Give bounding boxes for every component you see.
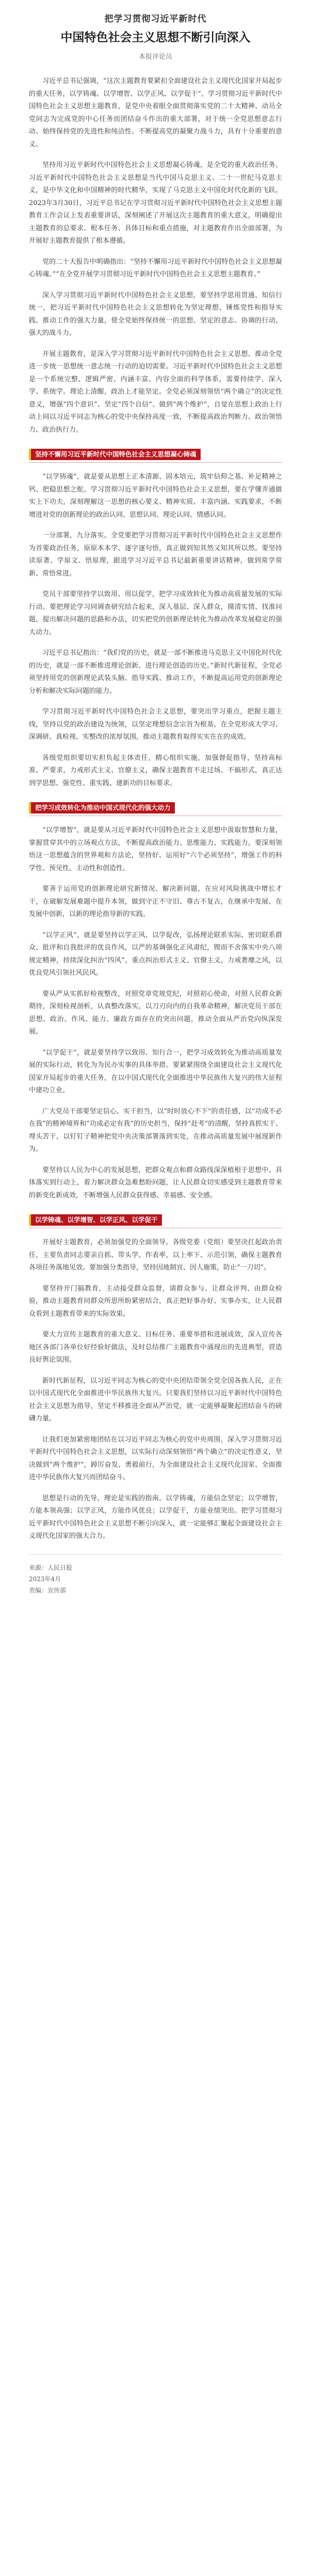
article-header — [29, 11, 282, 61]
paragraph: 党员干部要坚持学以致用、用以促学，把学习成效转化为推动高质量发展的实际行动。要把理论学习同调查研究结合起来，深入基层、深入群众，摸清实情、找准问题，提出解决问题的思路和办法，切实把党的创新理论转化为推动改革发展稳定的强大动力。 — [29, 590, 282, 636]
article-section — [29, 75, 282, 436]
paragraph: 坚持用习近平新时代中国特色社会主义思想凝心铸魂，是全党的重大政治任务。习近平新时代中国特色社会主义思想是当代中国马克思主义、二十一世纪马克思主义，是中华文化和中国精神的时代精华，实现了马克思主义中国化时代化新的飞跃。2023年3月30日，习近平总书记在学习贯彻习近平新时代中国特色社会主义思想主题教育工作会议上发表重要讲话，深刻阐述了开展这次主题教育的重大意义，明确提出主题教育的总要求、根本任务、具体目标和重点措施，对主题教育作出全面部署，为开展好主题教育提供了根本遵循。 — [29, 161, 282, 245]
section-heading-label: 以学铸魂、以学增智、以学正风、以学促干 — [29, 1214, 162, 1226]
paragraph: 一分部署，九分落实。全党要把学习贯彻习近平新时代中国特色社会主义思想作为首要政治任务，原原本本学、逐字逐句悟，真正做到知其然又知其所以然。要坚持读原著、学原文、悟原理，跟进学习习近平总书记最新重要讲话精神，做到常学常新、常悟常进。 — [29, 532, 282, 578]
section-heading — [29, 449, 282, 463]
paragraph: 广大党员干部要坚定信心、实干担当，以“时时放心不下”的责任感，以“功成不必在我”的精神境界和“功成必定有我”的历史担当，保持“赶考”的清醒，坚持真抓实干、埋头苦干，以钉钉子精神把党中央决策部署落到实处，在推动高质量发展中展现新作为。 — [29, 1107, 282, 1153]
paragraph: 学习贯彻习近平新时代中国特色社会主义思想，要突出学习重点，把握主题主线，坚持以党的政治建设为统领，以坚定理想信念宗旨为根基，在全党形成大学习、深调研、真检视、实整改的浓厚氛围，推动主题教育取得实实在在的成效。 — [29, 708, 282, 741]
paragraph: 要坚持开门搞教育，主动接受群众监督，请群众参与、让群众评判、由群众检验，推动主题教育同群众所思所盼紧密结合，真正把好事办好、实事办实，让人民群众看到主题教育带来的实际效果。 — [29, 1284, 282, 1318]
footer-editor: 责编：宣传部 — [29, 1586, 67, 1594]
footer-source: 来源：人民日报 — [29, 1564, 73, 1571]
paragraph: 要坚持以人民为中心的发展思想，把群众观点和群众路线深深植根于思想中、具体落实到行动上，着力解决群众急难愁盼问题，让人民群众切实感受到主题教育带来的新变化新成效，不断增强人民群众获得感、幸福感、安全感。 — [29, 1166, 282, 1199]
paragraph: 深入学习贯彻习近平新时代中国特色社会主义思想，要坚持学思用贯通、知信行统一，把习近平新时代中国特色社会主义思想转化为坚定理想、锤炼党性和指导实践、推动工作的强大力量，使全党始终保持统一的思想、坚定的意志、协调的行动、强大的战斗力。 — [29, 291, 282, 337]
article-title: 中国特色社会主义思想不断引向深入 — [60, 30, 251, 44]
paragraph: “以学铸魂”，就是要从思想上正本清源、固本培元，筑牢信仰之基、补足精神之钙、把稳思想之舵。学习贯彻习近平新时代中国特色社会主义思想，要在学懂弄通做实上下功夫，深刻理解这一思想的核心要义、精神实质、丰富内涵、实践要求，不断增进对党的创新理论的政治认同、思想认同、理论认同、情感认同。 — [29, 473, 282, 519]
paragraph: 开展主题教育，是深入学习贯彻习近平新时代中国特色社会主义思想、推动全党进一步统一思想统一意志统一行动的迫切需要。习近平新时代中国特色社会主义思想是一个系统完整、逻辑严密、内涵丰富、内容全面的科学体系，需要持续学、深入学、系统学。理论上清醒，政治上才能坚定。全党必须深刻领悟“两个确立”的决定性意义，增强“四个意识”、坚定“四个自信”、做到“两个维护”，自觉在思想上政治上行动上同以习近平同志为核心的党中央保持高度一致，不断提高政治判断力、政治领悟力、政治执行力。 — [29, 350, 282, 434]
article-section — [29, 449, 282, 790]
article-kicker: 把学习贯彻习近平新时代 — [104, 14, 207, 24]
paragraph: 新时代新征程，以习近平同志为核心的党中央团结带领全党全国各族人民，正在以中国式现代化全面推进中华民族伟大复兴。只要我们坚持以习近平新时代中国特色社会主义思想为指导，坚定不移推进全面从严治党，就一定能够凝聚起团结奋斗的磅礴力量。 — [29, 1377, 282, 1422]
paragraph: 让我们更加紧密地团结在以习近平同志为核心的党中央周围，深入学习贯彻习近平新时代中国特色社会主义思想，以实际行动深刻领悟“两个确立”的决定性意义，坚决做到“两个维护”，踔厉奋发、勇毅前行，为全面建设社会主义现代化国家、全面推进中华民族伟大复兴而团结奋斗。 — [29, 1435, 282, 1481]
section-heading-label: 坚持不懈用习近平新时代中国特色社会主义思想凝心铸魂 — [29, 449, 201, 460]
paragraph: “以学增智”，就是要从习近平新时代中国特色社会主义思想中汲取智慧和力量，掌握贯穿其中的立场观点方法，不断提高政治能力、思维能力、实践能力。要深刻领悟这一思想蕴含的世界观和方法论，坚持好、运用好“六个必须坚持”，增强工作的科学性、预见性、主动性和创造性。 — [29, 826, 282, 872]
section-heading — [29, 802, 282, 816]
paragraph: 党的二十大报告中明确指出：“坚持不懈用习近平新时代中国特色社会主义思想凝心铸魂。”“在全党开展学习贯彻习近平新时代中国特色社会主义思想主题教育。” — [29, 258, 282, 278]
article-section — [29, 1214, 282, 1543]
article-footer — [29, 1562, 282, 1596]
paragraph: “以学正风”，就是要坚持以学正风、以学促改，弘扬理论联系实际、密切联系群众、批评和自我批评的优良作风，以严的基调强化正风肃纪，锲而不舍落实中央八项规定精神，持续深化纠治“四风”，重点纠治形式主义、官僚主义，力戒奢靡之风，以优良党风引领社风民风。 — [29, 931, 282, 977]
paragraph: 要善于运用党的创新理论研究新情况、解决新问题，在应对风险挑战中增长才干，在破解发展难题中提升本领，做到守正不守旧、尊古不复古，在继承中发展、在发展中创新，以新的理论指导新的实践。 — [29, 885, 282, 918]
paragraph: 习近平总书记强调，“这次主题教育要紧扣全面建设社会主义现代化国家开局起步的重大任务，以学铸魂、以学增智、以学正风、以学促干”。学习贯彻习近平新时代中国特色社会主义思想主题教育，是党中央着眼全面贯彻落实党的二十大精神、动员全党同志为完成党的中心任务而团结奋斗作出的重大部署，对于统一全党思想意志行动、始终保持党的先进性和纯洁性、不断提高党的凝聚力战斗力，具有十分重要的意义。 — [29, 77, 282, 148]
paragraph: 习近平总书记指出：“我们党的历史，就是一部不断推进马克思主义中国化时代化的历史，就是一部不断推进理论创新、进行理论创造的历史。”新时代新征程，全党必须坚持用党的创新理论武装头脑、指导实践、推动工作，不断提高运用党的创新理论分析和解决实际问题的能力。 — [29, 649, 282, 695]
paragraph: 开展好主题教育，必须加强党的全面领导。各级党委（党组）要坚决扛起政治责任，主要负责同志要亲自抓、带头学、作表率，以上率下、示范引领，确保主题教育各项任务落地见效。要加强分类指导，坚持因地制宜、因人施策，防止“一刀切”。 — [29, 1239, 282, 1272]
section-heading-rule — [29, 462, 282, 463]
paragraph: 思想是行动的先导，理论是实践的指南。以学铸魂，方能信念坚定；以学增智，方能本领高强；以学正风，方能作风优良；以学促干，方能业绩突出。把学习贯彻习近平新时代中国特色社会主义思想不断引向深入，就一定能够汇聚起全面建设社会主义现代化国家的强大合力。 — [29, 1494, 282, 1540]
footer-date: 2023年4月 — [29, 1575, 61, 1583]
article-body — [29, 75, 282, 1543]
paragraph: 要从严从实抓好检视整改，对照党章党规党纪，对照初心使命，对照人民群众新期待，深刻检视剖析，认真整改落实，以刀刃向内的自我革命精神，解决党员干部在思想、政治、作风、能力、廉政方面存在的突出问题，推动全面从严治党向纵深发展。 — [29, 990, 282, 1036]
article-byline: 本报评论员 — [138, 53, 172, 61]
article-section — [29, 802, 282, 1202]
section-heading — [29, 1214, 282, 1228]
footer-divider — [29, 1554, 282, 1555]
paragraph: 各级党组织要切实担负起主体责任，精心组织实施，加强督促指导，坚持高标准、严要求，力戒形式主义、官僚主义，确保主题教育不走过场、不搞形式，真正达到学思想、强党性、重实践、建新功的目标要求。 — [29, 754, 282, 787]
paragraph: “以学促干”，就是要坚持学以致用、知行合一，把学习成效转化为推动高质量发展的实际行动，转化为为民办实事的具体举措。要紧紧围绕全面建设社会主义现代化国家开局起步的重大任务，在以中国式现代化全面推进中华民族伟大复兴的伟大征程中建功立业。 — [29, 1048, 282, 1094]
paragraph: 要大力宣传主题教育的重大意义、目标任务、重要举措和进展成效，深入宣传各地区各部门各单位好经验好做法，及时总结推广主题教育中涌现出的先进典型，营造良好舆论氛围。 — [29, 1331, 282, 1364]
section-heading-label: 把学习成效转化为推动中国式现代化的强大动力 — [29, 802, 175, 814]
